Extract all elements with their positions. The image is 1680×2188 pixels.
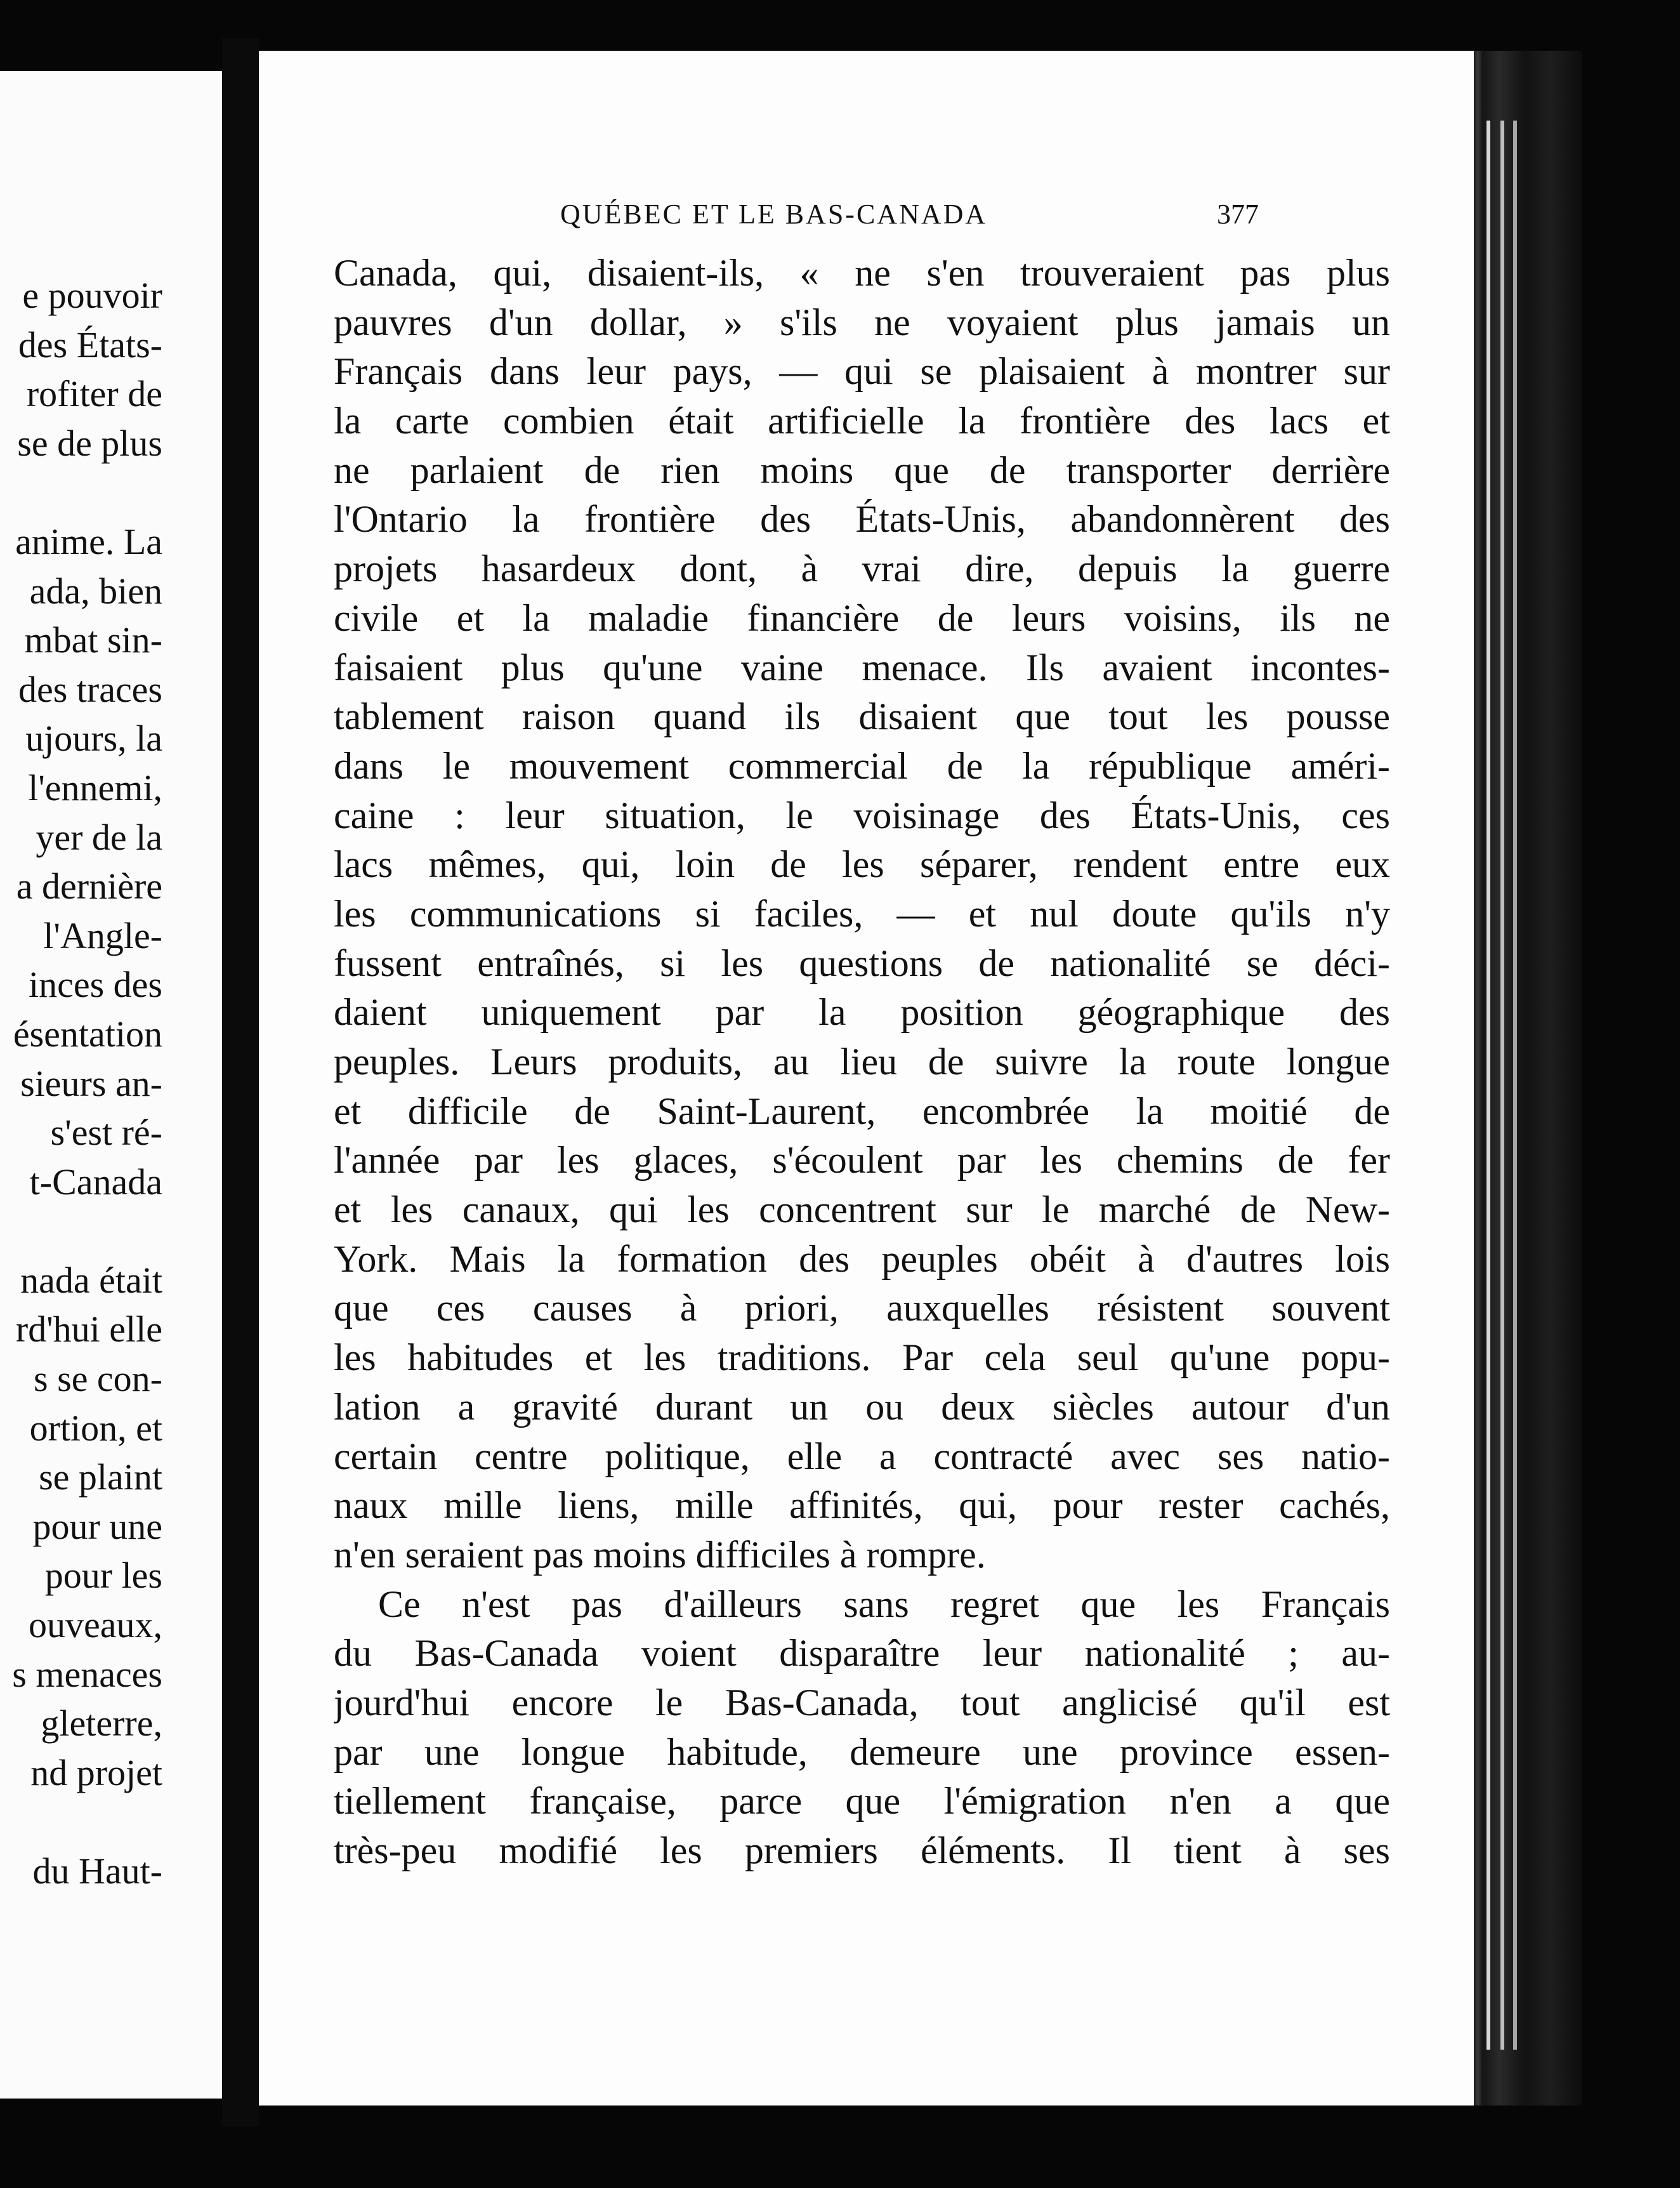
text-line: caine : leur situation, le voisinage des États-Unis, ces: [334, 794, 1390, 836]
text-line: du Bas-Canada voient disparaître leur nationalité ; au-: [334, 1632, 1390, 1675]
left-line: se de plus: [17, 422, 162, 464]
left-line: yer de la: [36, 816, 162, 858]
text-line: la carte combien était artificielle la frontière des lacs et: [334, 400, 1390, 442]
right-page: [259, 51, 1474, 2106]
text-line-paragraph-end: n'en seraient pas moins difficiles à rompre.: [334, 1533, 986, 1576]
page-edge-line: [1486, 121, 1490, 2050]
text-line: ne parlaient de rien moins que de transporter derrière: [334, 449, 1390, 491]
left-line: l'Angle-: [43, 914, 162, 956]
page-edge-line: [1513, 121, 1517, 2050]
left-line: pour les: [44, 1555, 162, 1597]
book-gutter: [222, 38, 259, 2126]
text-line: naux mille liens, mille affinités, qui, pour rester cachés,: [334, 1484, 1390, 1527]
text-line: Français dans leur pays, — qui se plaisaient à montrer sur: [334, 350, 1390, 393]
left-line: du Haut-: [32, 1850, 162, 1892]
text-line-paragraph-start: Ce n'est pas d'ailleurs sans regret que les Français: [378, 1583, 1390, 1625]
left-line: ésentation: [13, 1013, 162, 1055]
left-line: ujours, la: [25, 718, 162, 760]
text-line: l'Ontario la frontière des États-Unis, abandonnèrent des: [334, 498, 1390, 541]
left-line: t-Canada: [29, 1161, 162, 1203]
left-line: rofiter de: [26, 373, 162, 415]
left-line: ortion, et: [29, 1407, 162, 1449]
left-line: gleterre,: [41, 1703, 162, 1744]
left-page-text: [12, 271, 162, 1896]
left-line: anime. La: [15, 520, 162, 562]
text-line: les habitudes et les traditions. Par cela seul qu'une popu-: [334, 1336, 1390, 1379]
text-line: et les canaux, qui les concentrent sur le marché de New-: [334, 1189, 1390, 1231]
text-line: dans le mouvement commercial de la république améri-: [334, 744, 1390, 787]
text-line: faisaient plus qu'une vaine menace. Ils avaient incontes-: [334, 646, 1390, 689]
text-line: tiellement française, parce que l'émigration n'en a que: [334, 1780, 1390, 1822]
text-line: civile et la maladie financière de leurs voisins, ils ne: [334, 596, 1390, 639]
left-line: [12, 1797, 162, 1847]
text-line: pauvres d'un dollar, » s'ils ne voyaient plus jamais un: [334, 301, 1390, 343]
left-line: rd'hui elle: [15, 1308, 162, 1350]
text-line: très-peu modifié les premiers éléments. Il tient à ses: [334, 1829, 1390, 1871]
text-line: projets hasardeux dont, à vrai dire, depuis la guerre: [334, 548, 1390, 590]
page-number: 377: [1217, 199, 1259, 230]
left-line: s'est ré-: [50, 1112, 162, 1154]
left-line: pour une: [32, 1505, 162, 1547]
body-text: [334, 249, 1390, 1876]
text-line: tablement raison quand ils disaient que tout les pousse: [334, 695, 1390, 738]
text-line: les communications si faciles, — et nul doute qu'ils n'y: [334, 892, 1390, 935]
page-edge-line: [1500, 121, 1504, 2050]
text-line: daient uniquement par la position géographique des: [334, 991, 1390, 1034]
text-line: certain centre politique, elle a contracté avec ses natio-: [334, 1435, 1390, 1477]
left-line: sieurs an-: [20, 1062, 162, 1104]
left-line: des États-: [18, 324, 162, 366]
left-line: se plaint: [39, 1456, 162, 1498]
left-line: inces des: [29, 964, 162, 1006]
left-line: [12, 468, 162, 517]
text-line: York. Mais la formation des peuples obéit à d'autres lois: [334, 1237, 1390, 1280]
left-line: l'ennemi,: [28, 767, 162, 808]
text-line: lacs mêmes, qui, loin de les séparer, rendent entre eux: [334, 843, 1390, 886]
left-line: ada, bien: [29, 570, 162, 612]
text-line: l'année par les glaces, s'écoulent par les chemins de fer: [334, 1139, 1390, 1182]
text-line: lation a gravité durant un ou deux siècles autour d'un: [334, 1385, 1390, 1428]
running-head: QUÉBEC ET LE BAS-CANADA: [560, 199, 988, 230]
text-line: peuples. Leurs produits, au lieu de suivre la route longue: [334, 1041, 1390, 1083]
left-line: des traces: [18, 668, 162, 710]
text-line: Canada, qui, disaient-ils, « ne s'en trouveraient pas plus: [334, 252, 1390, 294]
left-line: mbat sin-: [24, 619, 162, 661]
text-line: par une longue habitude, demeure une province essen-: [334, 1730, 1390, 1773]
left-line: a dernière: [16, 866, 162, 907]
left-line: [12, 1206, 162, 1256]
left-line: e pouvoir: [22, 275, 162, 316]
text-line: que ces causes à priori, auxquelles résistent souvent: [334, 1287, 1390, 1329]
left-line: ouveaux,: [29, 1604, 162, 1646]
text-line: fussent entraînés, si les questions de nationalité se déci-: [334, 942, 1390, 984]
text-line: jourd'hui encore le Bas-Canada, tout anglicisé qu'il est: [334, 1681, 1390, 1723]
left-line: nada était: [20, 1259, 162, 1301]
left-line: s se con-: [34, 1358, 162, 1400]
page-edges: [1474, 51, 1582, 2106]
left-line: nd projet: [30, 1751, 162, 1793]
left-line: s menaces: [12, 1653, 162, 1695]
text-line: et difficile de Saint-Laurent, encombrée la moitié de: [334, 1090, 1390, 1132]
left-facing-page: [0, 71, 222, 2099]
